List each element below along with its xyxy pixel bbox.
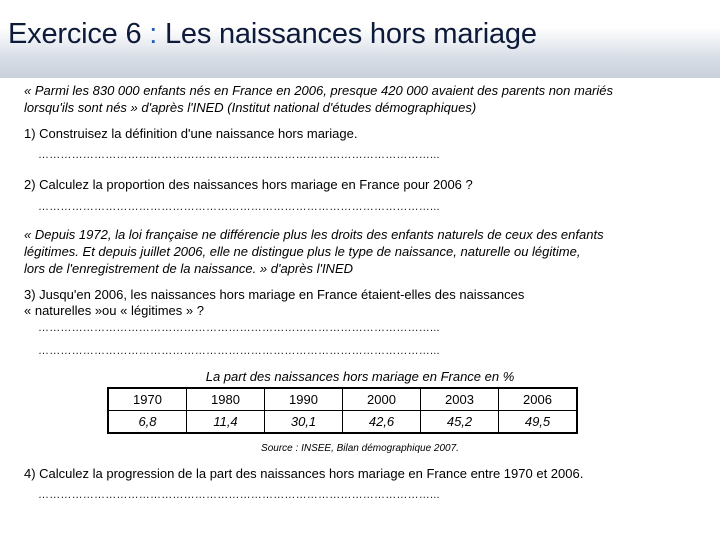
answer-line-1[interactable]: ……………………………………………………………………………………………... xyxy=(38,149,440,161)
title-separator: : xyxy=(141,18,165,50)
question-3-line1: 3) Jusqu'en 2006, les naissances hors mariage en France étaient-elles des naissances xyxy=(24,287,525,302)
question-2: 2) Calculez la proportion des naissances hors mariage en France pour 2006 ? xyxy=(24,177,473,192)
value-cell: 30,1 xyxy=(265,411,343,434)
year-cell: 1980 xyxy=(187,388,265,411)
quote2-line3: lors de l'enregistrement de la naissance. » d'après l'INED xyxy=(24,261,353,276)
table-caption: La part des naissances hors mariage en France en % xyxy=(205,369,515,384)
value-cell: 6,8 xyxy=(108,411,187,434)
value-cell: 49,5 xyxy=(499,411,578,434)
data-table xyxy=(107,387,578,434)
question-1: 1) Construisez la définition d'une naissance hors mariage. xyxy=(24,126,358,141)
page-title xyxy=(8,18,537,51)
answer-line-3a[interactable]: ……………………………………………………………………………………………... xyxy=(38,322,440,334)
question-4: 4) Calculez la progression de la part des naissances hors mariage en France entre 1970 et 2006. xyxy=(24,466,584,481)
year-cell: 2003 xyxy=(421,388,499,411)
title-rest: Les naissances hors mariage xyxy=(164,18,537,50)
year-cell: 2006 xyxy=(499,388,578,411)
value-cell: 42,6 xyxy=(343,411,421,434)
table-row-values xyxy=(108,411,577,434)
year-cell: 1990 xyxy=(265,388,343,411)
value-cell: 11,4 xyxy=(187,411,265,434)
answer-line-2[interactable]: ……………………………………………………………………………………………... xyxy=(38,201,440,213)
answer-line-3b[interactable]: ……………………………………………………………………………………………... xyxy=(38,345,440,357)
answer-line-4[interactable]: ……………………………………………………………………………………………... xyxy=(38,489,440,501)
value-cell: 45,2 xyxy=(421,411,499,434)
table-source: Source : INSEE, Bilan démographique 2007. xyxy=(261,443,459,454)
year-cell: 2000 xyxy=(343,388,421,411)
question-3-line2: « naturelles »ou « légitimes » ? xyxy=(24,303,204,318)
quote2-line1: « Depuis 1972, la loi française ne différencie plus les droits des enfants naturels de ceux des enfants xyxy=(24,227,604,242)
title-main: Exercice 6 xyxy=(8,18,142,50)
quote1-line1: « Parmi les 830 000 enfants nés en France en 2006, presque 420 000 avaient des parents non mariés xyxy=(24,83,613,98)
table-row-years xyxy=(108,388,577,411)
quote1-line2: lorsqu'ils sont nés » d'après l'INED (Institut national d'études démographiques) xyxy=(24,100,477,115)
year-cell: 1970 xyxy=(108,388,187,411)
quote2-line2: légitimes. Et depuis juillet 2006, elle ne distingue plus le type de naissance, naturelle ou légitime, xyxy=(24,244,581,259)
